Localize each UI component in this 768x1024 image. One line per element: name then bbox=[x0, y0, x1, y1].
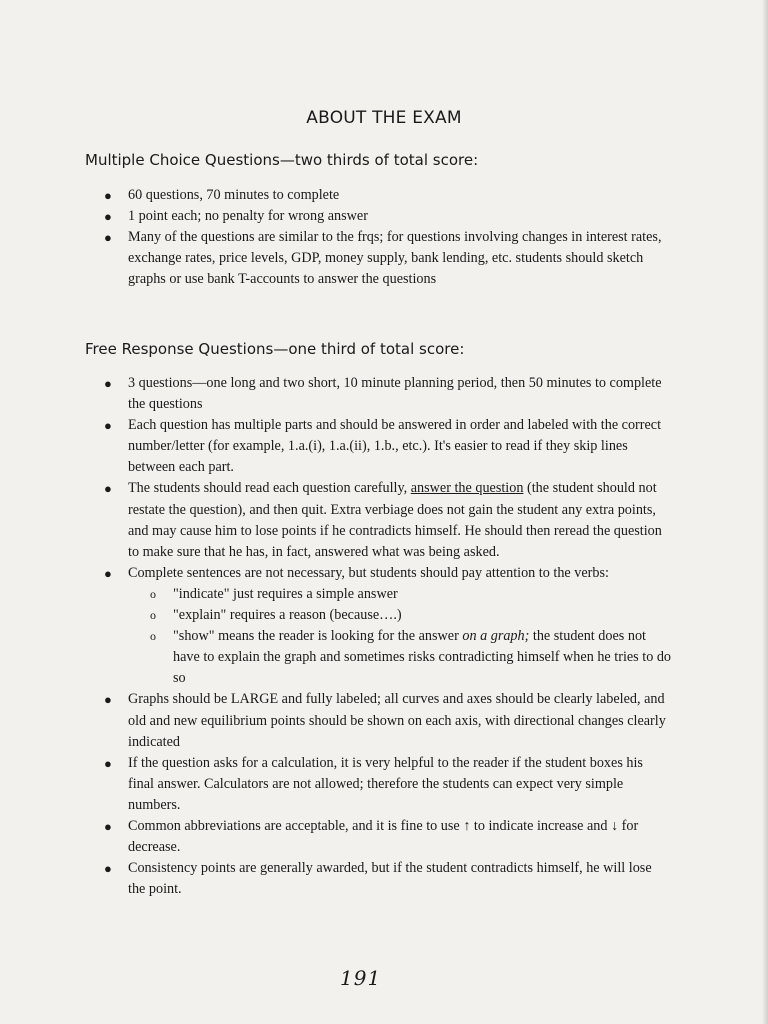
bullet-icon: ● bbox=[104, 818, 112, 834]
circle-bullet-icon: o bbox=[150, 608, 156, 623]
list-item: ● Each question has multiple parts and should be answered in order and labeled with the correct number/letter (for example, 1.a.(i), 1.a.(ii), 1.b., etc.). It's easier to read if they skip lines between each part. bbox=[104, 417, 662, 476]
bullet-icon: ● bbox=[104, 692, 112, 708]
bullet-icon: ● bbox=[104, 230, 112, 246]
mc-list bbox=[0, 185, 668, 290]
fr-list bbox=[0, 373, 672, 900]
bullet-icon: ● bbox=[104, 565, 112, 581]
list-item: ● 60 questions, 70 minutes to complete bbox=[0, 185, 668, 206]
bullet-icon: ● bbox=[104, 755, 112, 771]
bullet-icon: ● bbox=[104, 418, 112, 434]
list-item: ● Many of the questions are similar to the frqs; for questions involving changes in interest rates, exchange rates, price levels, GDP, money supply, bank lending, etc. students should sketch graphs or use bank T-accounts to answer the questions bbox=[104, 229, 662, 288]
bullet-icon: ● bbox=[104, 376, 112, 391]
mc-heading: Multiple Choice Questions—two thirds of total score: bbox=[85, 151, 479, 169]
circle-bullet-icon: o bbox=[150, 629, 156, 644]
italic-phrase: on a graph; bbox=[462, 628, 530, 645]
circle-bullet-icon: o bbox=[150, 586, 156, 601]
bullet-icon: ● bbox=[104, 861, 112, 877]
verb-list bbox=[128, 584, 672, 689]
sub-list-item: o "indicate" just requires a simple answer bbox=[128, 584, 673, 605]
bullet-icon: ● bbox=[104, 209, 112, 225]
list-item: ● 3 questions—one long and two short, 10 minute planning period, then 50 minutes to complete the questions bbox=[104, 375, 662, 413]
bullet-icon: ● bbox=[104, 188, 112, 203]
list-item: ● Graphs should be LARGE and fully labeled; all curves and axes should be clearly labeled, and old and new equilibrium points should be shown on each axis, with directional changes clearly indicated bbox=[104, 691, 666, 750]
bullet-icon: ● bbox=[104, 481, 112, 497]
list-item: ● Complete sentences are not necessary, but students should pay attention to the verbs: o "indicate" just requires a simple answer o "explain" requires a reason (because….) o "show" means the reader is looking for the answer on a graph; the student does not have to explain the graph and sometimes risks contradicting himself when he tries to do so bbox=[0, 563, 668, 690]
sub-list-item: o "explain" requires a reason (because….) bbox=[128, 605, 673, 626]
list-item: ● Consistency points are generally awarded, but if the student contradicts himself, he will lose the point. bbox=[104, 860, 652, 898]
list-item: ● If the question asks for a calculation, it is very helpful to the reader if the student boxes his final answer. Calculators are not allowed; therefore the students can expect very simple numbers. bbox=[104, 754, 643, 813]
page-title: ABOUT THE EXAM bbox=[306, 108, 462, 128]
list-item: ● Common abbreviations are acceptable, and it is fine to use ↑ to indicate increase and ↓ for decrease. bbox=[104, 817, 639, 856]
list-item: ● The students should read each question carefully, answer the question (the student should not restate the question), and then quit. Extra verbiage does not gain the student any extra points, and may cause him to lose points if he contradicts himself. He should then reread the question to make sure that he has, in fact, answered what was being asked. bbox=[104, 480, 662, 560]
sub-list-item: o "show" means the reader is looking for the answer on a graph; the student does not have to explain the graph and sometimes risks contradicting himself when he tries to do so bbox=[150, 628, 672, 687]
underlined-phrase: answer the question bbox=[410, 480, 524, 497]
page-number: 191 bbox=[340, 966, 382, 990]
scan-edge bbox=[762, 0, 768, 1024]
list-item: ● 1 point each; no penalty for wrong answer bbox=[0, 206, 668, 227]
fr-heading: Free Response Questions—one third of total score: bbox=[85, 340, 465, 358]
